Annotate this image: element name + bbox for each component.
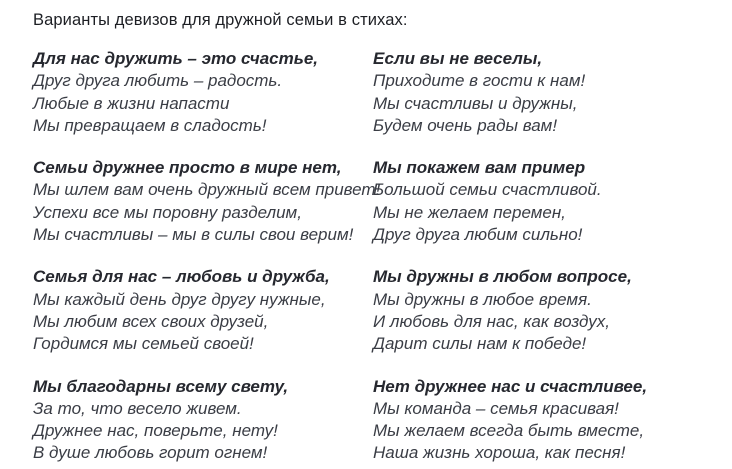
stanza-line: Мы желаем всегда быть вместе, <box>373 421 645 441</box>
stanza-line: Друг друга любить – радость. <box>33 71 283 91</box>
stanza-line: За то, что весело живем. <box>33 398 242 418</box>
stanza-line: Мы каждый день друг другу нужные, <box>33 289 326 309</box>
stanza-line: Мы счастливы и дружны, <box>373 93 578 113</box>
stanza-line: Дарит силы нам к победе! <box>373 334 587 354</box>
stanza-line: Мы команда – семья красивая! <box>373 398 619 418</box>
stanza-lead-line: Семья для нас – любовь и дружба, <box>33 267 330 287</box>
stanza-line: Приходите в гости к нам! <box>373 71 586 91</box>
stanza-columns <box>33 48 732 465</box>
stanza-line: Гордимся мы семьей своей! <box>33 334 254 354</box>
stanza-lead-line: Если вы не веселы, <box>373 49 543 68</box>
stanza <box>33 157 381 246</box>
stanza-line: Друг друга любим сильно! <box>373 225 583 245</box>
stanza-line: Мы дружны в любое время. <box>373 289 592 309</box>
page-title: Варианты девизов для дружной семьи в стихах: <box>33 11 408 29</box>
stanza-lead-line: Мы дружны в любом вопросе, <box>373 267 632 287</box>
stanza-line: Мы не желаем перемен, <box>373 202 566 222</box>
stanza <box>373 376 713 465</box>
stanza-line: Успехи все мы поровну разделим, <box>33 202 302 222</box>
right-column <box>373 48 713 465</box>
stanza-line: Любые в жизни напасти <box>33 93 230 113</box>
stanza-lead-line: Мы благодарны всему свету, <box>33 376 289 396</box>
stanza-line: Большой семьи счастливой. <box>373 180 602 200</box>
stanza-line: Мы счастливы – мы в силы свои верим! <box>33 225 354 245</box>
stanza <box>33 376 373 465</box>
left-column <box>33 48 381 465</box>
stanza-lead-line: Для нас дружить – это счастье, <box>33 49 319 68</box>
stanza <box>373 48 713 137</box>
stanza-lead-line: Семьи дружнее просто в мире нет, <box>33 158 342 178</box>
stanza <box>373 266 713 355</box>
stanza-lead-line: Мы покажем вам пример <box>373 158 586 178</box>
stanza <box>33 266 373 355</box>
stanza-line: Будем очень рады вам! <box>373 115 558 135</box>
stanza-line: Дружнее нас, поверьте, нету! <box>33 421 278 441</box>
stanza-lead-line: Нет дружнее нас и счастливее, <box>373 376 648 396</box>
stanza-line: Мы любим всех своих друзей, <box>33 311 269 331</box>
stanza-line: Мы шлем вам очень дружный всем привет! <box>33 180 381 200</box>
stanza <box>373 157 713 246</box>
stanza-line: Мы превращаем в сладость! <box>33 115 267 135</box>
stanza-line: И любовь для нас, как воздух, <box>373 311 610 331</box>
stanza-line: В душе любовь горит огнем! <box>33 443 268 463</box>
stanza <box>33 48 373 137</box>
stanza-line: Наша жизнь хороша, как песня! <box>373 443 626 463</box>
